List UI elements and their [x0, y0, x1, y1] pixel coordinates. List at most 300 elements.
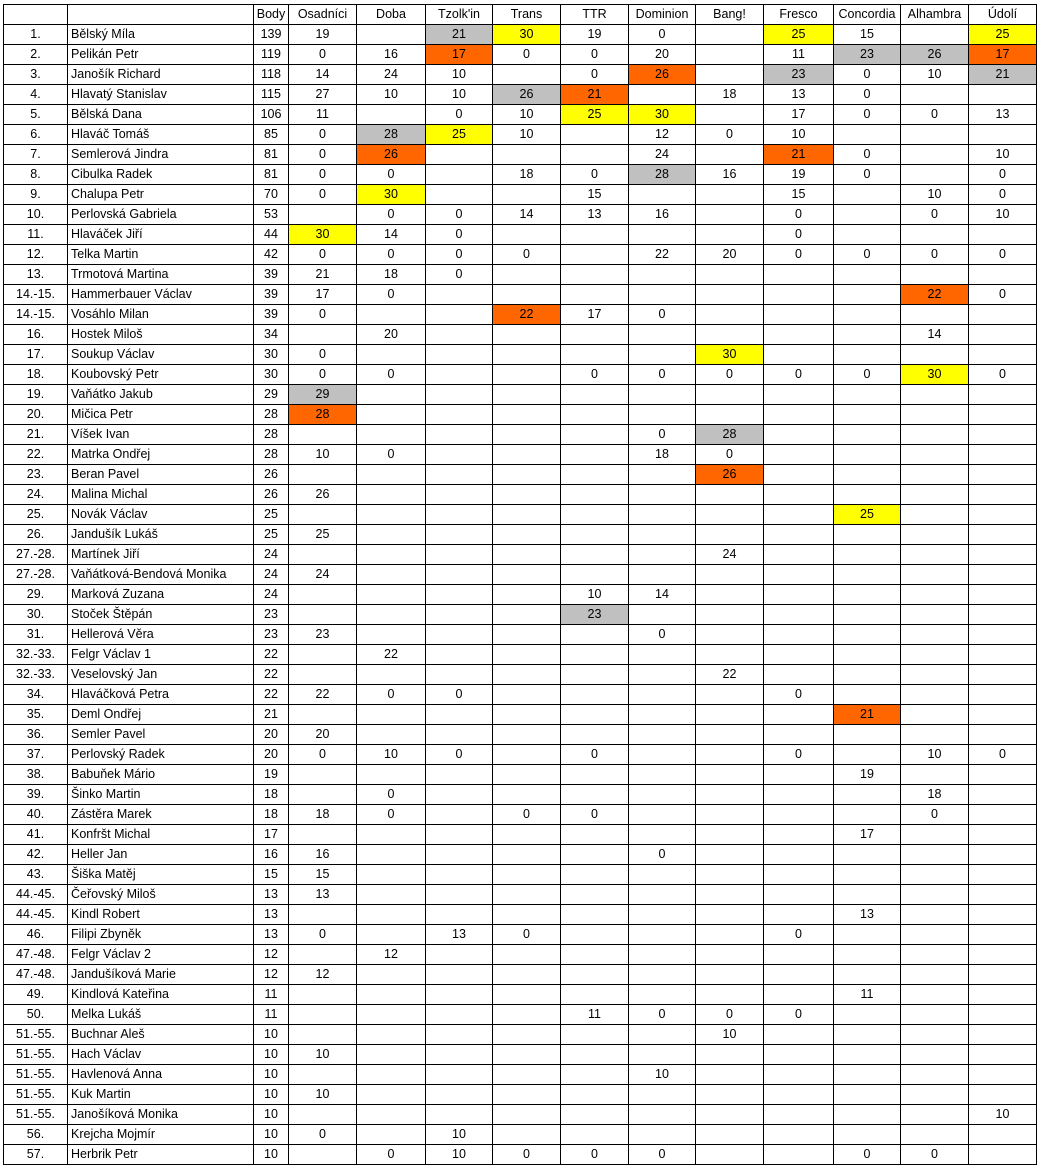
score-concordia-cell[interactable]: 0 [834, 85, 901, 105]
score-osadnici-cell[interactable]: 10 [289, 1085, 357, 1105]
score-alhambra-cell[interactable] [901, 565, 969, 585]
score-osadnici-cell[interactable] [289, 825, 357, 845]
score-concordia-cell[interactable] [834, 1105, 901, 1125]
score-doba-cell[interactable] [357, 825, 426, 845]
score-ttr-cell[interactable]: 0 [561, 65, 629, 85]
score-tzolkin-cell[interactable]: 0 [426, 745, 493, 765]
column-header-rank[interactable] [4, 5, 68, 25]
score-trans-cell[interactable] [493, 285, 561, 305]
score-fresco-cell[interactable] [764, 805, 834, 825]
score-doba-cell[interactable]: 28 [357, 125, 426, 145]
score-fresco-cell[interactable]: 0 [764, 225, 834, 245]
score-bang-cell[interactable] [696, 885, 764, 905]
score-body-cell[interactable]: 26 [254, 485, 289, 505]
rank-cell[interactable]: 17. [4, 345, 68, 365]
score-bang-cell[interactable] [696, 845, 764, 865]
score-alhambra-cell[interactable] [901, 645, 969, 665]
score-udoli-cell[interactable]: 10 [969, 1105, 1037, 1125]
rank-cell[interactable]: 10. [4, 205, 68, 225]
score-ttr-cell[interactable] [561, 925, 629, 945]
score-body-cell[interactable]: 139 [254, 25, 289, 45]
player-name-cell[interactable]: Šiška Matěj [68, 865, 254, 885]
rank-cell[interactable]: 22. [4, 445, 68, 465]
score-osadnici-cell[interactable]: 18 [289, 805, 357, 825]
score-osadnici-cell[interactable]: 0 [289, 185, 357, 205]
score-doba-cell[interactable] [357, 985, 426, 1005]
player-name-cell[interactable]: Perlovský Radek [68, 745, 254, 765]
score-alhambra-cell[interactable] [901, 445, 969, 465]
score-fresco-cell[interactable]: 0 [764, 205, 834, 225]
score-trans-cell[interactable] [493, 1045, 561, 1065]
score-alhambra-cell[interactable] [901, 625, 969, 645]
score-fresco-cell[interactable] [764, 385, 834, 405]
score-trans-cell[interactable] [493, 985, 561, 1005]
score-tzolkin-cell[interactable] [426, 565, 493, 585]
player-name-cell[interactable]: Zástěra Marek [68, 805, 254, 825]
rank-cell[interactable]: 38. [4, 765, 68, 785]
score-fresco-cell[interactable] [764, 585, 834, 605]
score-tzolkin-cell[interactable] [426, 665, 493, 685]
score-body-cell[interactable]: 81 [254, 145, 289, 165]
player-name-cell[interactable]: Kindlová Kateřina [68, 985, 254, 1005]
score-dominion-cell[interactable]: 0 [629, 1145, 696, 1165]
score-concordia-cell[interactable] [834, 1125, 901, 1145]
score-osadnici-cell[interactable] [289, 425, 357, 445]
rank-cell[interactable]: 1. [4, 25, 68, 45]
score-dominion-cell[interactable]: 0 [629, 305, 696, 325]
score-concordia-cell[interactable] [834, 485, 901, 505]
score-concordia-cell[interactable] [834, 225, 901, 245]
score-osadnici-cell[interactable]: 0 [289, 305, 357, 325]
rank-cell[interactable]: 6. [4, 125, 68, 145]
rank-cell[interactable]: 24. [4, 485, 68, 505]
score-ttr-cell[interactable] [561, 565, 629, 585]
score-trans-cell[interactable] [493, 685, 561, 705]
score-tzolkin-cell[interactable] [426, 1025, 493, 1045]
score-concordia-cell[interactable]: 0 [834, 65, 901, 85]
score-fresco-cell[interactable]: 0 [764, 1005, 834, 1025]
score-alhambra-cell[interactable] [901, 825, 969, 845]
player-name-cell[interactable]: Pelikán Petr [68, 45, 254, 65]
score-ttr-cell[interactable] [561, 225, 629, 245]
score-trans-cell[interactable]: 26 [493, 85, 561, 105]
score-concordia-cell[interactable] [834, 865, 901, 885]
score-fresco-cell[interactable] [764, 325, 834, 345]
rank-cell[interactable]: 5. [4, 105, 68, 125]
score-alhambra-cell[interactable] [901, 225, 969, 245]
score-bang-cell[interactable] [696, 1145, 764, 1165]
score-body-cell[interactable]: 19 [254, 765, 289, 785]
score-osadnici-cell[interactable]: 20 [289, 725, 357, 745]
score-osadnici-cell[interactable] [289, 945, 357, 965]
score-tzolkin-cell[interactable] [426, 285, 493, 305]
score-osadnici-cell[interactable]: 13 [289, 885, 357, 905]
score-bang-cell[interactable] [696, 25, 764, 45]
score-osadnici-cell[interactable]: 0 [289, 925, 357, 945]
score-tzolkin-cell[interactable] [426, 365, 493, 385]
score-ttr-cell[interactable] [561, 1065, 629, 1085]
score-ttr-cell[interactable]: 0 [561, 1145, 629, 1165]
score-dominion-cell[interactable] [629, 545, 696, 565]
score-dominion-cell[interactable] [629, 345, 696, 365]
rank-cell[interactable]: 46. [4, 925, 68, 945]
score-dominion-cell[interactable] [629, 1085, 696, 1105]
score-body-cell[interactable]: 34 [254, 325, 289, 345]
score-dominion-cell[interactable] [629, 1025, 696, 1045]
score-udoli-cell[interactable] [969, 885, 1037, 905]
score-alhambra-cell[interactable]: 10 [901, 185, 969, 205]
score-udoli-cell[interactable] [969, 965, 1037, 985]
score-body-cell[interactable]: 18 [254, 785, 289, 805]
rank-cell[interactable]: 2. [4, 45, 68, 65]
score-tzolkin-cell[interactable] [426, 605, 493, 625]
score-udoli-cell[interactable] [969, 1025, 1037, 1045]
score-udoli-cell[interactable] [969, 625, 1037, 645]
rank-cell[interactable]: 7. [4, 145, 68, 165]
score-trans-cell[interactable] [493, 945, 561, 965]
score-body-cell[interactable]: 20 [254, 745, 289, 765]
score-bang-cell[interactable] [696, 225, 764, 245]
score-ttr-cell[interactable] [561, 625, 629, 645]
score-trans-cell[interactable] [493, 545, 561, 565]
score-udoli-cell[interactable]: 10 [969, 205, 1037, 225]
score-ttr-cell[interactable]: 0 [561, 745, 629, 765]
score-concordia-cell[interactable] [834, 745, 901, 765]
score-dominion-cell[interactable] [629, 505, 696, 525]
column-header-score-trans[interactable]: Trans [493, 5, 561, 25]
score-osadnici-cell[interactable]: 0 [289, 125, 357, 145]
score-fresco-cell[interactable]: 23 [764, 65, 834, 85]
score-ttr-cell[interactable] [561, 325, 629, 345]
score-alhambra-cell[interactable] [901, 305, 969, 325]
player-name-cell[interactable]: Felgr Václav 2 [68, 945, 254, 965]
score-doba-cell[interactable]: 0 [357, 165, 426, 185]
score-osadnici-cell[interactable]: 0 [289, 345, 357, 365]
score-ttr-cell[interactable] [561, 825, 629, 845]
score-trans-cell[interactable] [493, 885, 561, 905]
score-dominion-cell[interactable] [629, 665, 696, 685]
score-doba-cell[interactable] [357, 485, 426, 505]
player-name-cell[interactable]: Hach Václav [68, 1045, 254, 1065]
score-concordia-cell[interactable] [834, 925, 901, 945]
score-dominion-cell[interactable] [629, 785, 696, 805]
score-fresco-cell[interactable] [764, 765, 834, 785]
score-ttr-cell[interactable]: 25 [561, 105, 629, 125]
score-fresco-cell[interactable] [764, 525, 834, 545]
score-osadnici-cell[interactable] [289, 785, 357, 805]
score-ttr-cell[interactable]: 13 [561, 205, 629, 225]
score-trans-cell[interactable] [493, 365, 561, 385]
player-name-cell[interactable]: Stoček Štěpán [68, 605, 254, 625]
score-trans-cell[interactable] [493, 1005, 561, 1025]
score-concordia-cell[interactable] [834, 725, 901, 745]
score-doba-cell[interactable] [357, 465, 426, 485]
score-dominion-cell[interactable]: 0 [629, 365, 696, 385]
score-udoli-cell[interactable] [969, 925, 1037, 945]
score-fresco-cell[interactable] [764, 845, 834, 865]
score-trans-cell[interactable] [493, 1065, 561, 1085]
player-name-cell[interactable]: Trmotová Martina [68, 265, 254, 285]
score-doba-cell[interactable] [357, 585, 426, 605]
score-dominion-cell[interactable]: 0 [629, 845, 696, 865]
score-dominion-cell[interactable] [629, 905, 696, 925]
score-udoli-cell[interactable] [969, 765, 1037, 785]
player-name-cell[interactable]: Konfršt Michal [68, 825, 254, 845]
score-bang-cell[interactable] [696, 765, 764, 785]
score-alhambra-cell[interactable]: 14 [901, 325, 969, 345]
score-udoli-cell[interactable]: 0 [969, 165, 1037, 185]
column-header-player-name[interactable] [68, 5, 254, 25]
score-concordia-cell[interactable] [834, 1005, 901, 1025]
score-tzolkin-cell[interactable] [426, 1105, 493, 1125]
score-concordia-cell[interactable] [834, 125, 901, 145]
score-fresco-cell[interactable]: 0 [764, 365, 834, 385]
score-osadnici-cell[interactable]: 11 [289, 105, 357, 125]
score-concordia-cell[interactable] [834, 425, 901, 445]
score-concordia-cell[interactable]: 0 [834, 145, 901, 165]
score-bang-cell[interactable] [696, 185, 764, 205]
score-osadnici-cell[interactable]: 16 [289, 845, 357, 865]
rank-cell[interactable]: 27.-28. [4, 545, 68, 565]
score-dominion-cell[interactable] [629, 1125, 696, 1145]
player-name-cell[interactable]: Heller Jan [68, 845, 254, 865]
score-alhambra-cell[interactable]: 18 [901, 785, 969, 805]
player-name-cell[interactable]: Cibulka Radek [68, 165, 254, 185]
score-body-cell[interactable]: 39 [254, 265, 289, 285]
column-header-score-fresco[interactable]: Fresco [764, 5, 834, 25]
score-doba-cell[interactable] [357, 625, 426, 645]
score-ttr-cell[interactable] [561, 1085, 629, 1105]
score-tzolkin-cell[interactable] [426, 965, 493, 985]
score-fresco-cell[interactable] [764, 465, 834, 485]
score-trans-cell[interactable] [493, 705, 561, 725]
score-doba-cell[interactable] [357, 525, 426, 545]
score-udoli-cell[interactable] [969, 1085, 1037, 1105]
score-doba-cell[interactable]: 16 [357, 45, 426, 65]
player-name-cell[interactable]: Víšek Ivan [68, 425, 254, 445]
score-ttr-cell[interactable] [561, 1045, 629, 1065]
score-concordia-cell[interactable] [834, 385, 901, 405]
score-ttr-cell[interactable] [561, 125, 629, 145]
score-osadnici-cell[interactable]: 23 [289, 625, 357, 645]
score-trans-cell[interactable]: 30 [493, 25, 561, 45]
rank-cell[interactable]: 9. [4, 185, 68, 205]
score-tzolkin-cell[interactable] [426, 345, 493, 365]
score-tzolkin-cell[interactable] [426, 165, 493, 185]
score-alhambra-cell[interactable]: 10 [901, 745, 969, 765]
score-bang-cell[interactable] [696, 145, 764, 165]
score-doba-cell[interactable] [357, 425, 426, 445]
score-doba-cell[interactable]: 0 [357, 445, 426, 465]
score-dominion-cell[interactable]: 0 [629, 1005, 696, 1025]
score-body-cell[interactable]: 25 [254, 505, 289, 525]
score-bang-cell[interactable] [696, 725, 764, 745]
score-ttr-cell[interactable] [561, 245, 629, 265]
score-tzolkin-cell[interactable] [426, 825, 493, 845]
score-tzolkin-cell[interactable] [426, 305, 493, 325]
rank-cell[interactable]: 8. [4, 165, 68, 185]
score-osadnici-cell[interactable] [289, 205, 357, 225]
score-alhambra-cell[interactable]: 22 [901, 285, 969, 305]
player-name-cell[interactable]: Veselovský Jan [68, 665, 254, 685]
score-bang-cell[interactable]: 22 [696, 665, 764, 685]
score-tzolkin-cell[interactable]: 25 [426, 125, 493, 145]
score-udoli-cell[interactable] [969, 465, 1037, 485]
score-alhambra-cell[interactable]: 0 [901, 1145, 969, 1165]
score-trans-cell[interactable] [493, 645, 561, 665]
score-doba-cell[interactable]: 0 [357, 785, 426, 805]
rank-cell[interactable]: 39. [4, 785, 68, 805]
score-fresco-cell[interactable] [764, 885, 834, 905]
score-alhambra-cell[interactable] [901, 845, 969, 865]
score-alhambra-cell[interactable] [901, 985, 969, 1005]
score-trans-cell[interactable] [493, 625, 561, 645]
score-doba-cell[interactable]: 0 [357, 685, 426, 705]
score-fresco-cell[interactable] [764, 825, 834, 845]
score-udoli-cell[interactable]: 0 [969, 185, 1037, 205]
score-tzolkin-cell[interactable]: 10 [426, 1125, 493, 1145]
score-osadnici-cell[interactable]: 0 [289, 45, 357, 65]
score-ttr-cell[interactable] [561, 665, 629, 685]
score-bang-cell[interactable] [696, 745, 764, 765]
score-osadnici-cell[interactable]: 17 [289, 285, 357, 305]
score-tzolkin-cell[interactable] [426, 465, 493, 485]
score-udoli-cell[interactable] [969, 1065, 1037, 1085]
score-alhambra-cell[interactable] [901, 25, 969, 45]
score-bang-cell[interactable] [696, 565, 764, 585]
score-dominion-cell[interactable] [629, 285, 696, 305]
score-doba-cell[interactable] [357, 605, 426, 625]
score-bang-cell[interactable]: 28 [696, 425, 764, 445]
score-body-cell[interactable]: 10 [254, 1085, 289, 1105]
score-doba-cell[interactable] [357, 1065, 426, 1085]
column-header-score-tzolkin[interactable]: Tzolk'in [426, 5, 493, 25]
score-fresco-cell[interactable] [764, 625, 834, 645]
score-body-cell[interactable]: 10 [254, 1025, 289, 1045]
score-ttr-cell[interactable] [561, 645, 629, 665]
score-alhambra-cell[interactable] [901, 585, 969, 605]
score-udoli-cell[interactable]: 0 [969, 245, 1037, 265]
score-osadnici-cell[interactable]: 15 [289, 865, 357, 885]
score-concordia-cell[interactable] [834, 525, 901, 545]
rank-cell[interactable]: 42. [4, 845, 68, 865]
score-tzolkin-cell[interactable]: 10 [426, 65, 493, 85]
score-body-cell[interactable]: 53 [254, 205, 289, 225]
score-trans-cell[interactable] [493, 565, 561, 585]
score-bang-cell[interactable] [696, 405, 764, 425]
score-trans-cell[interactable] [493, 445, 561, 465]
score-bang-cell[interactable] [696, 1125, 764, 1145]
score-doba-cell[interactable] [357, 725, 426, 745]
score-udoli-cell[interactable] [969, 405, 1037, 425]
score-bang-cell[interactable] [696, 265, 764, 285]
score-ttr-cell[interactable] [561, 885, 629, 905]
score-concordia-cell[interactable]: 11 [834, 985, 901, 1005]
score-fresco-cell[interactable]: 0 [764, 245, 834, 265]
score-alhambra-cell[interactable] [901, 1085, 969, 1105]
score-dominion-cell[interactable]: 0 [629, 25, 696, 45]
score-trans-cell[interactable] [493, 385, 561, 405]
score-doba-cell[interactable]: 0 [357, 205, 426, 225]
rank-cell[interactable]: 30. [4, 605, 68, 625]
score-ttr-cell[interactable] [561, 765, 629, 785]
rank-cell[interactable]: 16. [4, 325, 68, 345]
player-name-cell[interactable]: Martínek Jiří [68, 545, 254, 565]
score-udoli-cell[interactable] [969, 705, 1037, 725]
score-tzolkin-cell[interactable] [426, 485, 493, 505]
score-dominion-cell[interactable] [629, 605, 696, 625]
player-name-cell[interactable]: Herbrik Petr [68, 1145, 254, 1165]
score-bang-cell[interactable] [696, 385, 764, 405]
score-osadnici-cell[interactable]: 28 [289, 405, 357, 425]
score-concordia-cell[interactable] [834, 1025, 901, 1045]
score-ttr-cell[interactable] [561, 785, 629, 805]
rank-cell[interactable]: 4. [4, 85, 68, 105]
rank-cell[interactable]: 36. [4, 725, 68, 745]
score-doba-cell[interactable] [357, 885, 426, 905]
score-bang-cell[interactable] [696, 805, 764, 825]
score-body-cell[interactable]: 12 [254, 945, 289, 965]
score-bang-cell[interactable] [696, 45, 764, 65]
score-alhambra-cell[interactable] [901, 665, 969, 685]
score-concordia-cell[interactable]: 0 [834, 165, 901, 185]
score-tzolkin-cell[interactable] [426, 845, 493, 865]
column-header-score-osadnici[interactable]: Osadníci [289, 5, 357, 25]
score-udoli-cell[interactable] [969, 325, 1037, 345]
score-osadnici-cell[interactable]: 0 [289, 745, 357, 765]
score-dominion-cell[interactable] [629, 925, 696, 945]
score-body-cell[interactable]: 16 [254, 845, 289, 865]
score-trans-cell[interactable]: 18 [493, 165, 561, 185]
player-name-cell[interactable]: Jandušíková Marie [68, 965, 254, 985]
rank-cell[interactable]: 21. [4, 425, 68, 445]
score-bang-cell[interactable] [696, 785, 764, 805]
score-doba-cell[interactable] [357, 925, 426, 945]
score-tzolkin-cell[interactable] [426, 185, 493, 205]
score-doba-cell[interactable]: 0 [357, 365, 426, 385]
score-ttr-cell[interactable] [561, 345, 629, 365]
score-udoli-cell[interactable] [969, 545, 1037, 565]
score-bang-cell[interactable] [696, 605, 764, 625]
rank-cell[interactable]: 47.-48. [4, 965, 68, 985]
score-bang-cell[interactable] [696, 525, 764, 545]
score-concordia-cell[interactable]: 15 [834, 25, 901, 45]
score-dominion-cell[interactable]: 18 [629, 445, 696, 465]
score-doba-cell[interactable] [357, 845, 426, 865]
score-osadnici-cell[interactable] [289, 1145, 357, 1165]
score-bang-cell[interactable] [696, 685, 764, 705]
score-ttr-cell[interactable]: 23 [561, 605, 629, 625]
score-trans-cell[interactable] [493, 185, 561, 205]
score-ttr-cell[interactable]: 15 [561, 185, 629, 205]
score-doba-cell[interactable] [357, 1085, 426, 1105]
score-dominion-cell[interactable]: 20 [629, 45, 696, 65]
rank-cell[interactable]: 14.-15. [4, 305, 68, 325]
rank-cell[interactable]: 20. [4, 405, 68, 425]
score-bang-cell[interactable]: 16 [696, 165, 764, 185]
score-udoli-cell[interactable]: 0 [969, 365, 1037, 385]
score-body-cell[interactable]: 10 [254, 1045, 289, 1065]
score-udoli-cell[interactable] [969, 445, 1037, 465]
score-fresco-cell[interactable]: 0 [764, 685, 834, 705]
score-udoli-cell[interactable] [969, 845, 1037, 865]
score-alhambra-cell[interactable] [901, 485, 969, 505]
score-fresco-cell[interactable] [764, 445, 834, 465]
score-ttr-cell[interactable] [561, 425, 629, 445]
score-concordia-cell[interactable] [834, 605, 901, 625]
player-name-cell[interactable]: Vosáhlo Milan [68, 305, 254, 325]
score-trans-cell[interactable]: 10 [493, 125, 561, 145]
